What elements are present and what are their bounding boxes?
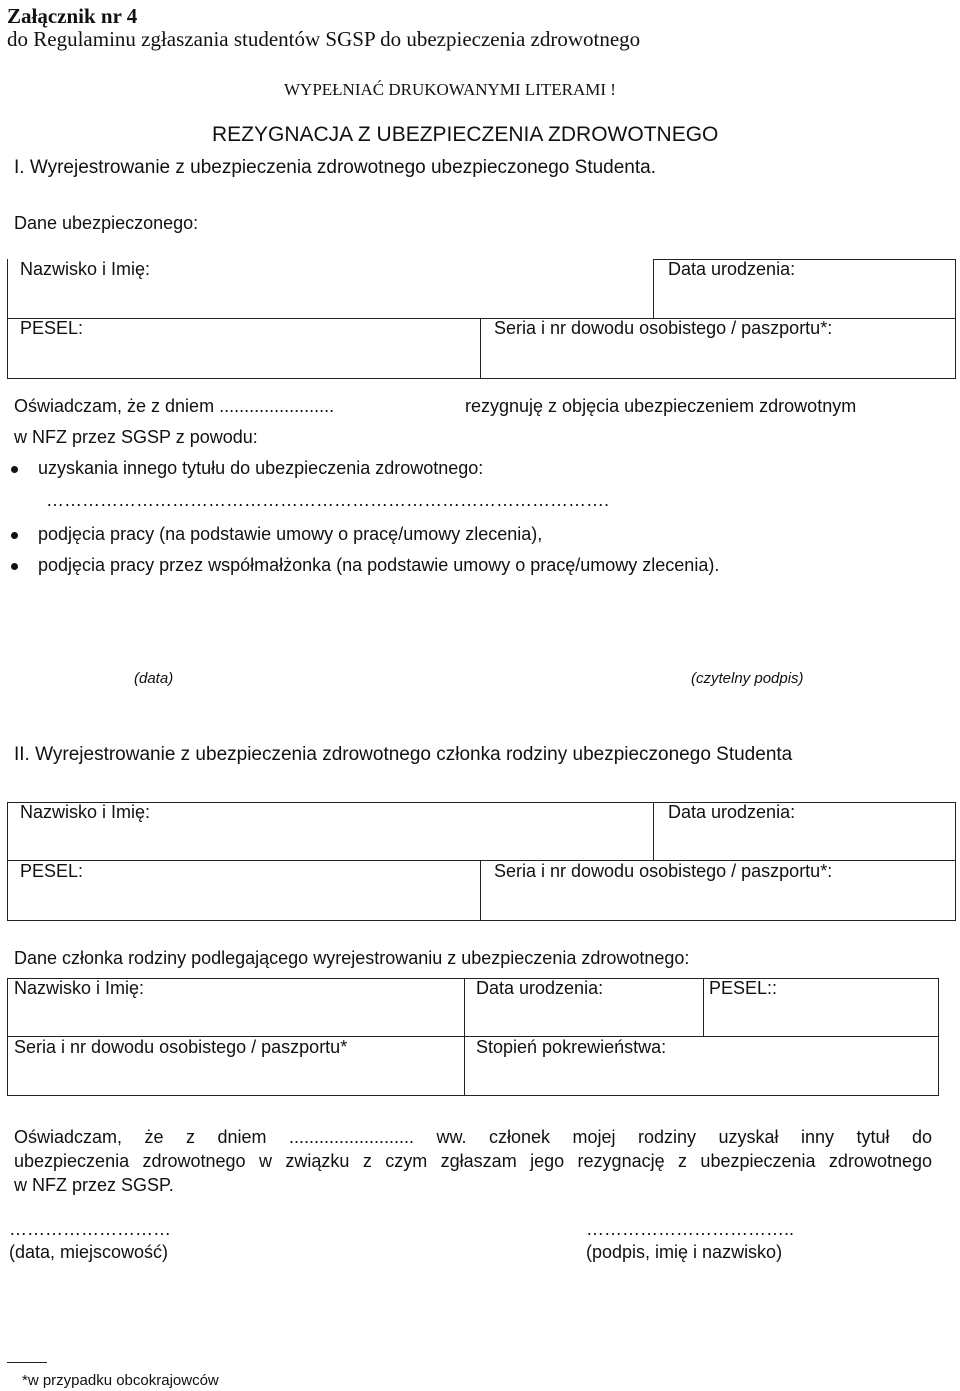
family-birth-date-field-label: Data urodzenia: [476,978,604,998]
family-declaration-line-1: Oświadczam, że z dniem ......................... ww. członek mojej rodziny uzyskał inny tytuł do [14,1127,932,1147]
signature-caption: (czytelny podpis) [691,670,804,687]
bullet-1 [11,466,18,473]
reason-other-insurance: uzyskania innego tytułu do ubezpieczenia zdrowotnego: [38,458,484,478]
place-date-dots: ……………………… [9,1219,171,1239]
other-insurance-dots: …………………………………………………………………………………. [46,490,610,510]
fill-instruction: WYPEŁNIAĆ DRUKOWANYMI LITERAMI ! [284,80,616,99]
pesel-field-label: PESEL: [20,318,84,338]
insured-data-label: Dane ubezpieczonego: [14,213,199,233]
annex-title: Załącznik nr 4 [7,4,138,28]
bullet-2 [11,532,18,539]
footnote-separator [7,1362,47,1363]
family-pesel-field-label: PESEL:: [709,978,778,998]
student-pesel-field-label: PESEL: [20,861,84,881]
form-title: REZYGNACJA Z UBEZPIECZENIA ZDROWOTNEGO [212,123,719,146]
date-caption: (data) [134,670,174,687]
annex-subtitle: do Regulaminu zgłaszania studentów SGSP do ubezpieczenia zdrowotnego [7,27,641,51]
student-birth-date-field-label: Data urodzenia: [668,802,796,822]
name-field-label: Nazwisko i Imię: [20,259,151,279]
id-document-field-label: Seria i nr dowodu osobistego / paszportu*: [494,318,833,338]
section-1-heading: I. Wyrejestrowanie z ubezpieczenia zdrowotnego ubezpieczonego Studenta. [14,157,657,178]
signature-name-caption: (podpis, imię i nazwisko) [586,1242,783,1262]
family-declaration-line-2: ubezpieczenia zdrowotnego w związku z czym zgłaszam jego rezygnację z ubezpieczenia zdrowotnego [14,1151,932,1171]
family-name-field-label: Nazwisko i Imię: [14,978,145,998]
family-id-document-field-label: Seria i nr dowodu osobistego / paszportu* [14,1037,348,1057]
birth-date-field-label: Data urodzenia: [668,259,796,279]
declaration-text-continued: rezygnuję z objęcia ubezpieczeniem zdrowotnym [465,396,857,416]
declaration-text [14,396,334,417]
signature-dots: …………………………….. [586,1219,795,1239]
kinship-field-label: Stopień pokrewieństwa: [476,1037,667,1057]
declaration-reason-intro: w NFZ przez SGSP z powodu: [14,427,258,447]
declaration-date-dots: .................... [234,396,335,416]
footnote: *w przypadku obcokrajowców [22,1372,219,1389]
declaration-part-a: Oświadczam, że z dniem ... [14,396,235,416]
place-date-caption: (data, miejscowość) [9,1242,169,1262]
family-declaration-line-3: w NFZ przez SGSP. [14,1175,174,1195]
student-id-document-field-label: Seria i nr dowodu osobistego / paszportu*: [494,861,833,881]
family-member-data-label: Dane członka rodziny podlegającego wyrejestrowaniu z ubezpieczenia zdrowotnego: [14,948,690,968]
student-name-field-label: Nazwisko i Imię: [20,802,151,822]
section-2-heading: II. Wyrejestrowanie z ubezpieczenia zdrowotnego członka rodziny ubezpieczonego Studenta [14,744,793,765]
reason-employment: podjęcia pracy (na podstawie umowy o pracę/umowy zlecenia), [38,524,543,544]
reason-spouse-employment: podjęcia pracy przez współmałżonka (na podstawie umowy o pracę/umowy zlecenia). [38,555,720,575]
bullet-3 [11,563,18,570]
